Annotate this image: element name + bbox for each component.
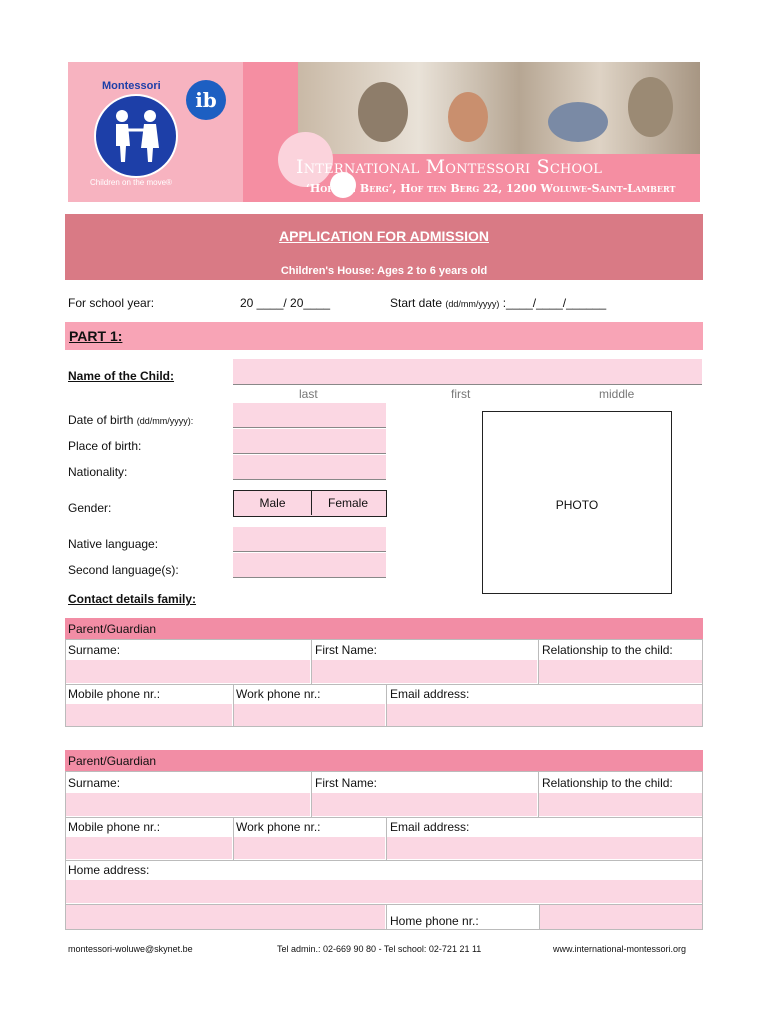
g1-email-input[interactable]	[387, 704, 702, 726]
g2-surname-input[interactable]	[66, 793, 310, 816]
g2-home-address-label: Home address:	[68, 863, 150, 877]
g1-mobile-label: Mobile phone nr.:	[68, 687, 161, 701]
logo-tagline: Children on the move®	[90, 178, 172, 187]
g1-work-input[interactable]	[234, 704, 385, 726]
g1-firstname-label: First Name:	[315, 643, 378, 657]
place-of-birth-input[interactable]	[233, 429, 386, 454]
g2-home-phone-label: Home phone nr.:	[390, 914, 479, 928]
guardian1-heading: Parent/Guardian	[68, 622, 157, 636]
native-language-input[interactable]	[233, 527, 386, 552]
children-logo-icon	[94, 94, 178, 178]
school-address: ‘Hof ten Berg’, Hof ten Berg 22, 1200 Woluwe-Saint-Lambert	[306, 182, 676, 195]
school-name: International Montessori School	[296, 156, 603, 178]
g1-surname-label: Surname:	[68, 643, 121, 657]
logo-panel	[68, 62, 243, 202]
school-year-label: For school year:	[68, 296, 155, 310]
g2-work-label: Work phone nr.:	[236, 820, 321, 834]
start-date-text: Start date	[390, 296, 443, 310]
footer-email: montessori-woluwe@skynet.be	[68, 944, 193, 954]
guardian1-header	[65, 618, 703, 639]
part1-heading-bar	[65, 322, 703, 350]
photo-label: PHOTO	[555, 498, 599, 512]
footer-website: www.international-montessori.org	[553, 944, 687, 954]
ib-logo-icon: ib	[186, 80, 226, 120]
guardian2-header	[65, 750, 703, 771]
start-date-format: (dd/mm/yyyy)	[445, 299, 500, 309]
header-banner	[68, 62, 700, 202]
footer-phones: Tel admin.: 02-669 90 80 - Tel school: 02-721 21 11	[277, 944, 482, 954]
child-name-label: Name of the Child:	[68, 369, 175, 383]
g2-home-phone-input[interactable]	[540, 905, 702, 929]
g2-email-label: Email address:	[390, 820, 470, 834]
g2-work-input[interactable]	[234, 837, 385, 859]
child-name-input[interactable]	[233, 359, 702, 385]
name-part-middle: middle	[599, 387, 635, 401]
gender-selector	[233, 490, 387, 517]
g2-home-address-line2-input[interactable]	[66, 905, 385, 929]
classroom-photo	[298, 62, 700, 154]
g1-surname-input[interactable]	[66, 660, 310, 683]
g2-mobile-label: Mobile phone nr.:	[68, 820, 161, 834]
photo-box[interactable]	[482, 411, 672, 594]
gender-female-option[interactable]: Female	[327, 496, 368, 510]
g1-firstname-input[interactable]	[312, 660, 537, 683]
guardian2-heading: Parent/Guardian	[68, 754, 157, 768]
g2-email-input[interactable]	[387, 837, 702, 859]
application-subtitle: Children's House: Ages 2 to 6 years old	[280, 265, 488, 277]
g1-relationship-label: Relationship to the child:	[542, 643, 673, 657]
g2-home-address-input[interactable]	[66, 880, 702, 903]
gender-label: Gender:	[68, 501, 112, 515]
g1-email-label: Email address:	[390, 687, 470, 701]
g2-firstname-label: First Name:	[315, 776, 378, 790]
application-title: APPLICATION FOR ADMISSION	[279, 228, 489, 244]
native-language-label: Native language:	[68, 537, 159, 551]
start-date-field[interactable]: :____/____/______	[502, 296, 607, 310]
g2-relationship-label: Relationship to the child:	[542, 776, 673, 790]
dob-text: Date of birth	[68, 413, 134, 427]
second-language-input[interactable]	[233, 553, 386, 578]
g1-work-label: Work phone nr.:	[236, 687, 321, 701]
second-language-label: Second language(s):	[68, 563, 179, 577]
g2-surname-label: Surname:	[68, 776, 121, 790]
nationality-input[interactable]	[233, 455, 386, 480]
place-of-birth-label: Place of birth:	[68, 439, 142, 453]
part1-heading: PART 1:	[69, 328, 123, 344]
logo-text: Montessori	[102, 80, 161, 92]
dob-label	[68, 413, 193, 427]
name-part-first: first	[451, 387, 471, 401]
school-year-field[interactable]: 20 ____/ 20____	[240, 296, 331, 310]
dob-input[interactable]	[233, 403, 386, 428]
dob-format: (dd/mm/yyyy):	[136, 416, 194, 426]
g2-mobile-input[interactable]	[66, 837, 232, 859]
gender-male-option[interactable]: Male	[234, 491, 312, 515]
title-block	[65, 214, 703, 280]
name-part-last: last	[299, 387, 318, 401]
g2-relationship-input[interactable]	[539, 793, 702, 816]
g1-relationship-input[interactable]	[539, 660, 702, 683]
contact-details-heading: Contact details family:	[68, 592, 197, 606]
g1-mobile-input[interactable]	[66, 704, 232, 726]
nationality-label: Nationality:	[68, 465, 128, 479]
g2-firstname-input[interactable]	[312, 793, 537, 816]
start-date-label	[390, 296, 606, 310]
